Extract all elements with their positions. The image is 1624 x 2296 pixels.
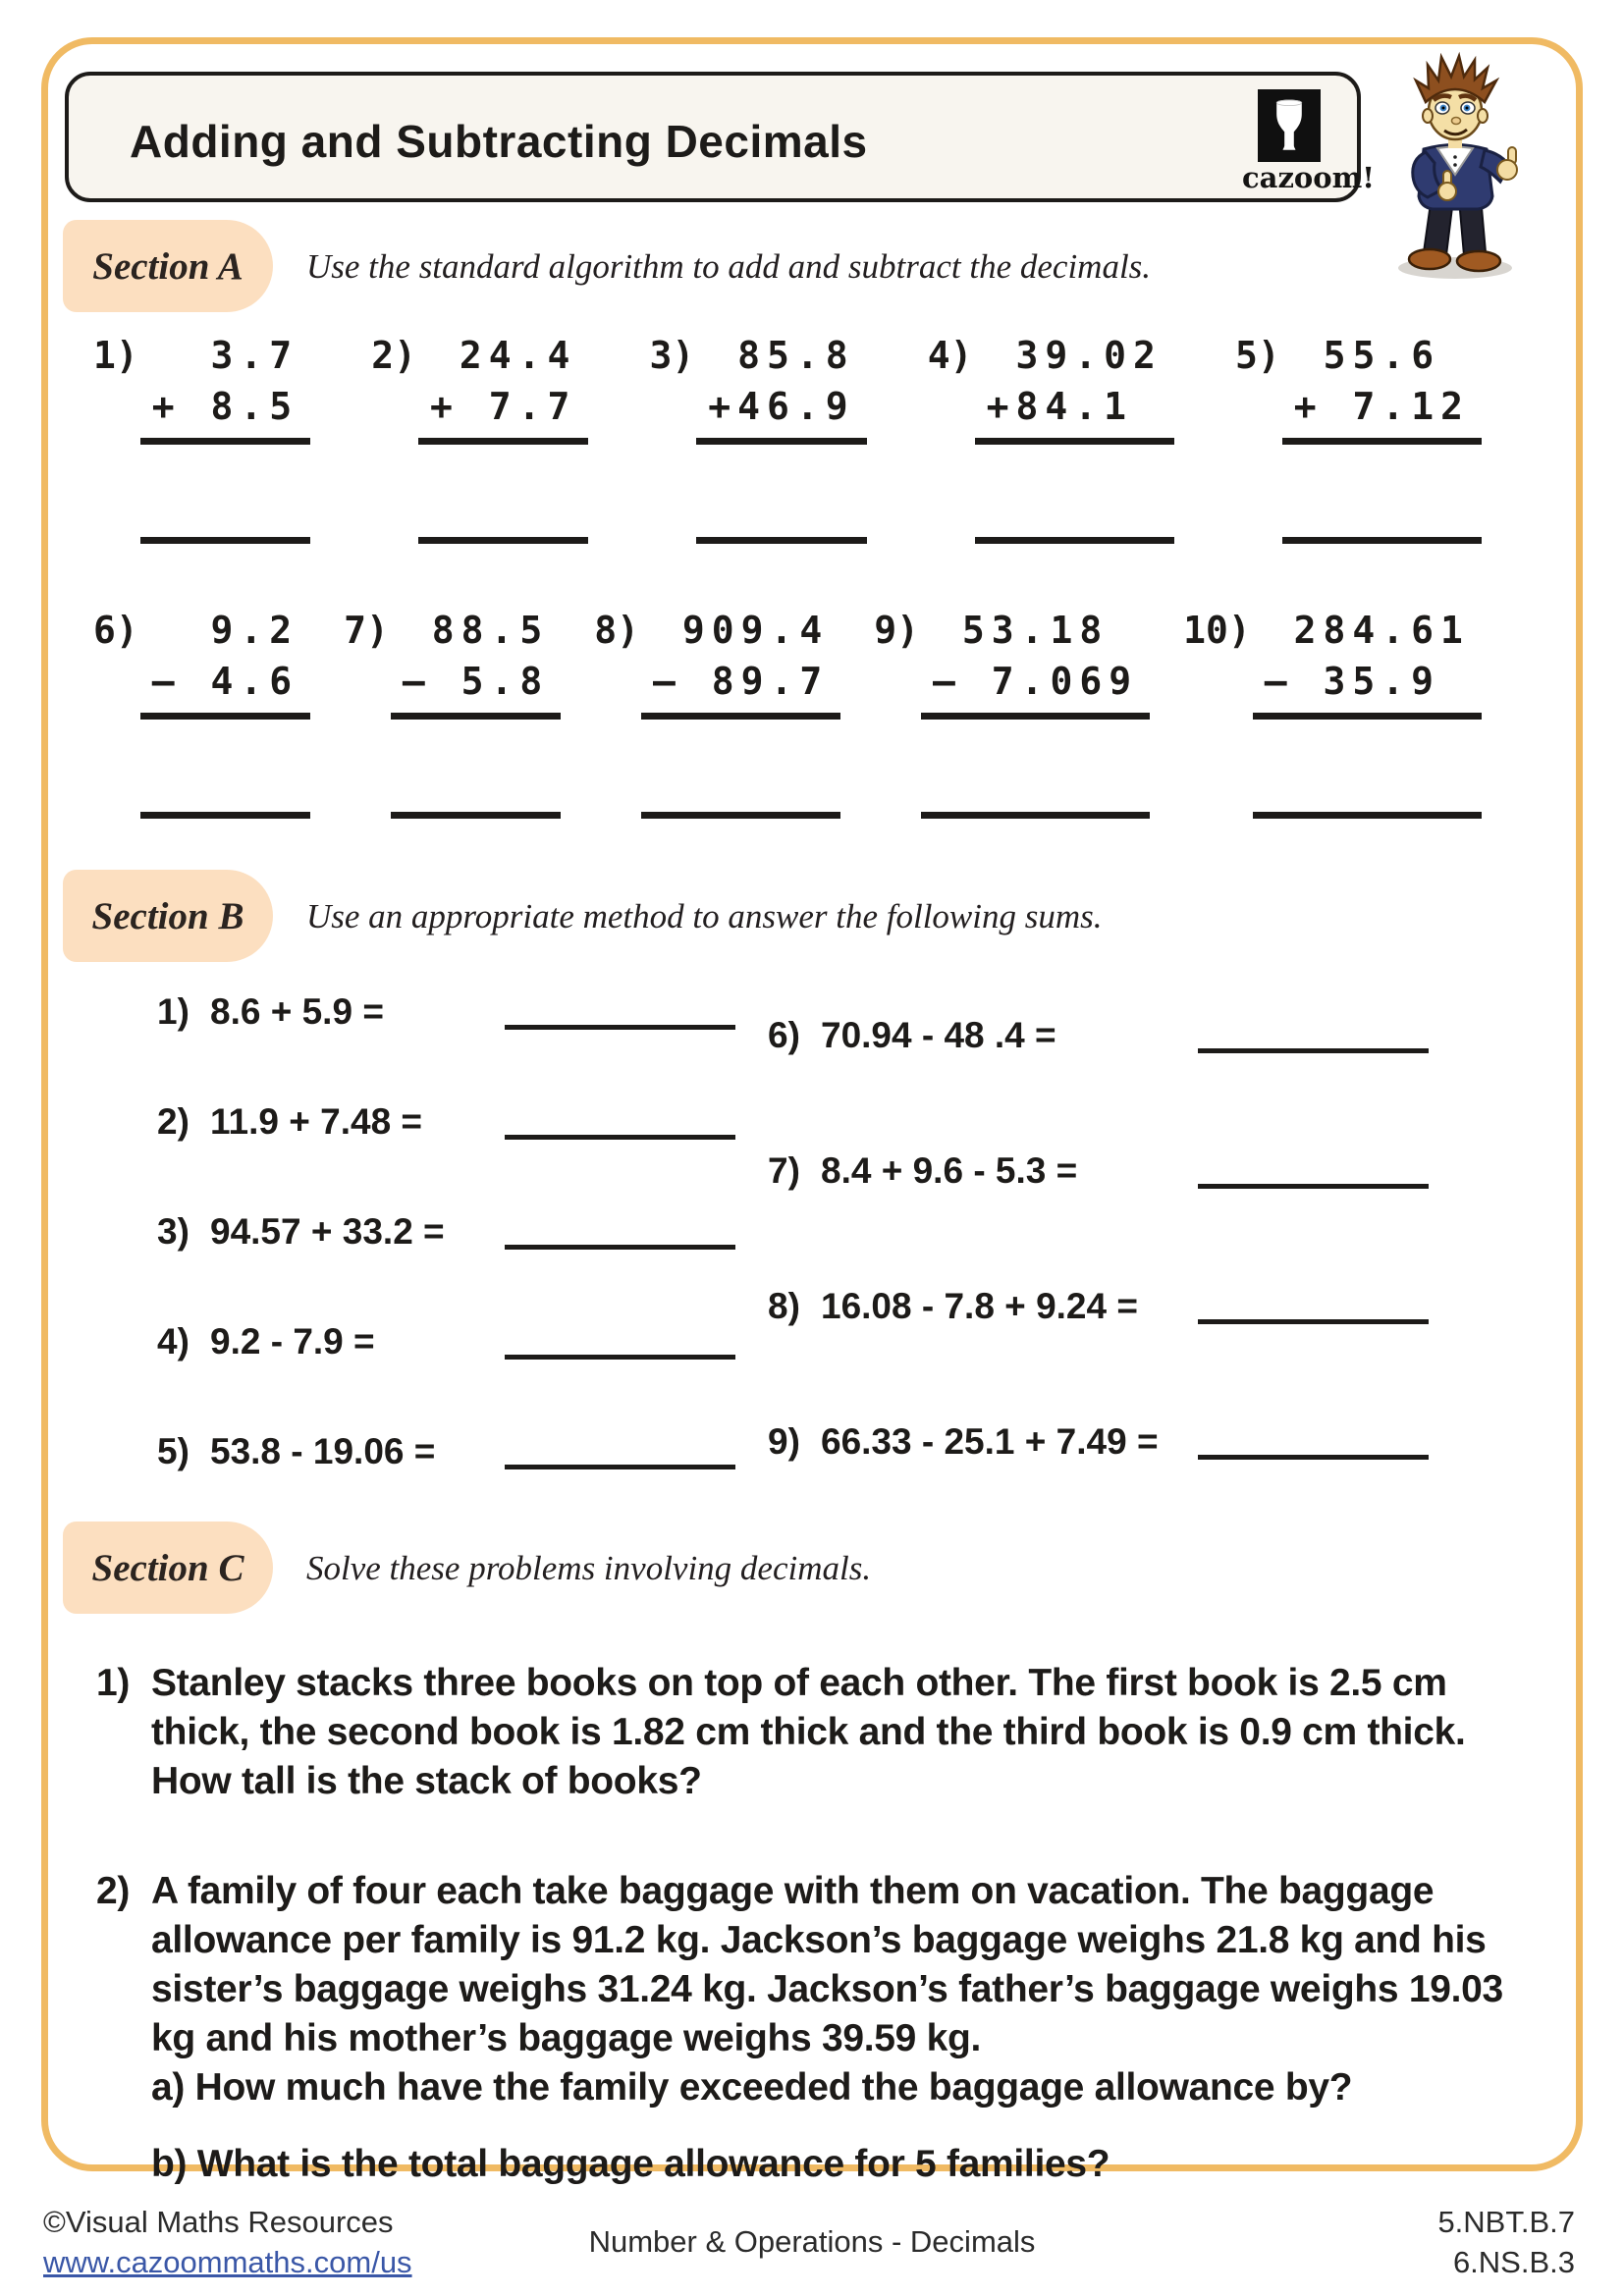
problem-a7 (344, 605, 549, 819)
standard-code-2: 6.NS.B.3 (1452, 2245, 1575, 2279)
problem-c2 (96, 1867, 1532, 2189)
answer-line (1198, 1184, 1429, 1189)
answer-line (505, 1355, 735, 1360)
problem-a5 (1235, 330, 1470, 544)
answer-line (1198, 1319, 1429, 1324)
problem-a10 (1183, 605, 1470, 819)
section-b-label (63, 870, 273, 962)
answer-line (505, 1245, 735, 1250)
operand-bottom: – 5.8 (402, 660, 550, 703)
operand-top: 284.61 (1293, 609, 1470, 652)
problem-number: 6) (768, 1015, 800, 1055)
title-box (65, 72, 1376, 202)
equals-line (140, 713, 310, 720)
operand-bottom: + 7.7 (430, 385, 577, 428)
answer-line (1282, 537, 1482, 544)
expression: 8.4 + 9.6 - 5.3 = (821, 1150, 1078, 1191)
operand-top: 9.2 (210, 609, 299, 652)
problem-number: 9) (768, 1421, 800, 1462)
section-c-label (63, 1522, 273, 1614)
problem-number: 6) (93, 609, 138, 652)
answer-line (1198, 1048, 1429, 1053)
answer-line (696, 537, 866, 544)
problem-number: 5) (1234, 334, 1280, 377)
problem-number: 2) (96, 1870, 131, 1912)
equals-line (140, 438, 310, 445)
problem-a4 (928, 330, 1163, 544)
operand-top: 24.4 (459, 334, 577, 377)
operand-bottom: – 4.6 (151, 660, 299, 703)
footer-topic: Number & Operations - Decimals (588, 2224, 1036, 2259)
footer-standards (1437, 2202, 1575, 2282)
equals-line (696, 438, 866, 445)
problem-b2 (157, 1099, 735, 1145)
problem-a3 (650, 330, 855, 544)
cazoom-drum-icon (1258, 89, 1321, 162)
operand-top: 3.7 (210, 334, 299, 377)
expression: 70.94 - 48 .4 = (821, 1015, 1056, 1055)
problem-number: 8) (768, 1286, 800, 1326)
sub-question-b: b) What is the total baggage allowance for 5 families? (151, 2143, 1110, 2185)
problem-number: 3) (649, 334, 695, 377)
problem-c1 (96, 1659, 1532, 1806)
operand-bottom: – 35.9 (1264, 660, 1470, 703)
expression: 8.6 + 5.9 = (210, 991, 384, 1032)
section-b-instruction: Use an appropriate method to answer the following sums. (306, 897, 1103, 935)
section-c-label-text: Section C (91, 1546, 244, 1589)
equals-line (921, 713, 1150, 720)
answer-line (505, 1465, 735, 1469)
operand-top: 55.6 (1323, 334, 1470, 377)
equals-line (1282, 438, 1482, 445)
equals-line (1253, 713, 1482, 720)
problem-number: 1) (96, 1662, 131, 1704)
cazoom-logo (1242, 89, 1376, 194)
answer-line (921, 812, 1150, 819)
section-b-label-text: Section B (91, 894, 244, 937)
answer-line (140, 537, 310, 544)
section-a-label (63, 220, 273, 312)
operand-bottom: – 7.069 (933, 660, 1139, 703)
problem-number: 2) (157, 1101, 189, 1142)
problem-b5 (157, 1429, 735, 1474)
expression: 9.2 - 7.9 = (210, 1321, 375, 1362)
problem-b9 (768, 1419, 1429, 1465)
problem-number: 8) (594, 609, 640, 652)
answer-line (418, 537, 588, 544)
section-a-row-2 (93, 605, 1470, 819)
word-problem-text: Stanley stacks three books on top of each other. The first book is 2.5 cm thick, the second book is 1.82 cm thick and the third book is 0.9 cm thick. How tall is the stack of books? (151, 1662, 1466, 1802)
answer-line (391, 812, 561, 819)
sub-question-a: a) How much have the family exceeded the baggage allowance by? (151, 2066, 1353, 2109)
cazoommaths-link[interactable]: www.cazoommaths.com/us (43, 2245, 412, 2279)
operand-bottom: – 89.7 (653, 660, 830, 703)
operand-bottom: + 8.5 (151, 385, 299, 428)
problem-a1 (93, 330, 298, 544)
expression: 66.33 - 25.1 + 7.49 = (821, 1421, 1159, 1462)
word-problem-text: A family of four each take baggage with them on vacation. The baggage allowance per family is 91.2 kg. Jackson’s baggage weighs 21.8 kg and his sister’s baggage weighs 31.24 kg. Jackson’s father’s baggage weighs 19.03 kg and his mother’s baggage weighs 39.59 kg. (151, 1870, 1503, 2059)
answer-line (975, 537, 1174, 544)
problem-b6 (768, 1013, 1429, 1058)
problem-b4 (157, 1319, 735, 1364)
answer-line (505, 1135, 735, 1140)
problem-number: 4) (157, 1321, 189, 1362)
answer-line (140, 812, 310, 819)
problem-a8 (594, 605, 829, 819)
equals-line (418, 438, 588, 445)
problem-b8 (768, 1284, 1429, 1329)
expression: 11.9 + 7.48 = (210, 1101, 423, 1142)
problem-number: 9) (874, 609, 920, 652)
problem-number: 5) (157, 1431, 189, 1471)
section-a-label-text: Section A (92, 244, 244, 288)
section-b-left-column (157, 989, 735, 1539)
answer-line (1253, 812, 1482, 819)
mascot-boy-illustration (1373, 51, 1538, 285)
equals-line (975, 438, 1174, 445)
operand-top: 88.5 (431, 609, 550, 652)
problem-number: 1) (93, 334, 138, 377)
problem-b3 (157, 1209, 735, 1255)
section-c-instruction: Solve these problems involving decimals. (306, 1549, 872, 1587)
expression: 53.8 - 19.06 = (210, 1431, 436, 1471)
problem-a6 (93, 605, 298, 819)
problem-b7 (768, 1148, 1429, 1194)
section-b-right-column (768, 1013, 1429, 1555)
problem-number: 7) (344, 609, 389, 652)
equals-line (641, 713, 840, 720)
problem-number: 3) (157, 1211, 189, 1252)
problem-number: 7) (768, 1150, 800, 1191)
problem-number: 2) (371, 334, 417, 377)
problem-a9 (874, 605, 1138, 819)
operand-bottom: +84.1 (986, 385, 1163, 428)
expression: 16.08 - 7.8 + 9.24 = (821, 1286, 1138, 1326)
answer-line (641, 812, 840, 819)
expression: 94.57 + 33.2 = (210, 1211, 445, 1252)
cazoom-logo-text: cazoom! (1242, 161, 1376, 194)
operand-top: 39.02 (1015, 334, 1163, 377)
operand-bottom: + 7.12 (1293, 385, 1470, 428)
answer-line (505, 1025, 735, 1030)
operand-bottom: +46.9 (708, 385, 855, 428)
section-a-row-1 (93, 330, 1470, 544)
operand-top: 85.8 (737, 334, 855, 377)
standard-code-1: 5.NBT.B.7 (1437, 2205, 1575, 2239)
answer-line (1198, 1455, 1429, 1460)
equals-line (391, 713, 561, 720)
operand-top: 53.18 (961, 609, 1139, 652)
problem-number: 1) (157, 991, 189, 1032)
operand-top: 909.4 (681, 609, 830, 652)
section-a-instruction: Use the standard algorithm to add and subtract the decimals. (306, 247, 1152, 286)
problem-a2 (371, 330, 576, 544)
problem-number: 10) (1183, 609, 1251, 652)
problem-b1 (157, 989, 735, 1035)
page-title: Adding and Subtracting Decimals (130, 115, 868, 167)
problem-number: 4) (927, 334, 973, 377)
copyright-text: ©Visual Maths Resources (43, 2205, 394, 2239)
